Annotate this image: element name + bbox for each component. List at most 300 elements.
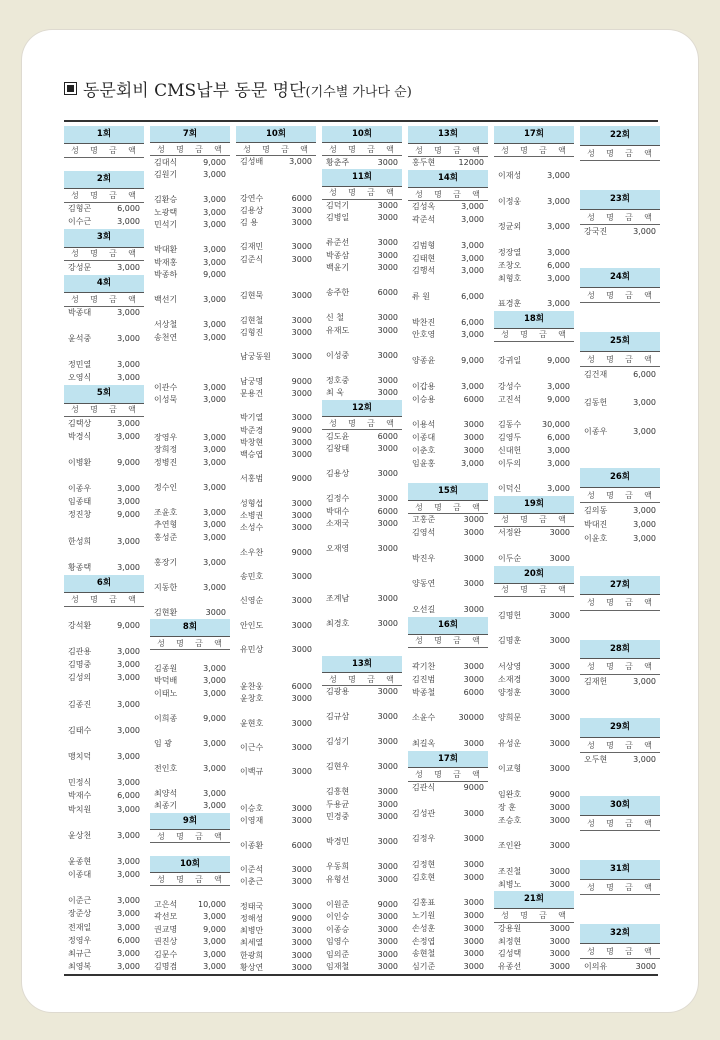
member-row: [408, 948, 488, 961]
class-header: 25회: [580, 332, 660, 352]
member-row: [322, 861, 402, 873]
member-name: [152, 569, 192, 581]
member-row: [150, 332, 230, 344]
subheader-label: 액: [472, 189, 481, 199]
subheader-label: 액: [558, 515, 567, 525]
subheader-label: 금: [625, 662, 634, 672]
member-amount: [536, 827, 572, 840]
subheader-label: 성: [329, 145, 338, 155]
subheader-label: 금: [109, 294, 118, 304]
member-amount: 6,000: [117, 791, 140, 801]
member-amount: 3000: [291, 205, 312, 215]
member-name: [238, 889, 278, 901]
member-row: [150, 469, 230, 481]
member-amount: 3000: [377, 200, 398, 210]
member-row: [64, 646, 144, 659]
member-row: [408, 304, 488, 317]
subheader-label: 성: [415, 636, 424, 646]
member-name: 이두의: [498, 458, 522, 468]
member-row: [236, 669, 316, 681]
subheader-label: 금: [367, 145, 376, 155]
member-name: [152, 750, 192, 762]
subheader-label: 명: [90, 405, 99, 415]
member-name: 소윤수: [412, 713, 436, 723]
member-amount: [278, 669, 314, 681]
member-name: 장 훈: [498, 802, 516, 812]
member-amount: [106, 607, 142, 620]
class-header: 13회: [408, 126, 488, 144]
member-amount: 3000: [377, 388, 398, 398]
member-amount: [106, 320, 142, 333]
member-name: 최경호: [326, 619, 350, 629]
member-amount: 3000: [549, 866, 570, 876]
member-name: 소성수: [240, 523, 264, 533]
member-amount: [192, 307, 228, 319]
member-row: [150, 307, 230, 319]
member-amount: [536, 234, 572, 247]
member-row: [494, 610, 574, 623]
member-row: [322, 761, 402, 773]
member-amount: [364, 824, 400, 836]
member-row: [236, 620, 316, 632]
member-row: [236, 571, 316, 583]
member-row: [150, 507, 230, 519]
member-row: [64, 346, 144, 359]
member-row: [236, 547, 316, 559]
member-name: 김건재: [584, 369, 608, 379]
member-row: [150, 750, 230, 762]
member-amount: [536, 209, 572, 222]
member-amount: 3000: [463, 834, 484, 844]
member-name: 김용상: [326, 469, 350, 479]
member-name: 백선기: [154, 295, 178, 305]
member-name: 이종우: [68, 484, 92, 494]
member-amount: 9000: [291, 474, 312, 484]
member-name: 김 용: [240, 217, 258, 227]
member-amount: [192, 750, 228, 762]
member-row: [580, 689, 660, 703]
member-name: [152, 232, 192, 244]
member-row: [580, 440, 660, 454]
member-name: [582, 240, 622, 254]
subheader-label: 명: [520, 515, 529, 525]
member-row: [64, 216, 144, 229]
subheader-label: 명: [434, 189, 443, 199]
member-row: [150, 911, 230, 923]
member-row: [322, 736, 402, 748]
member-row: [150, 357, 230, 369]
member-row: [494, 751, 574, 764]
member-row: [494, 936, 574, 949]
member-amount: 3000: [377, 444, 398, 453]
member-name: 맹치덕: [68, 752, 92, 762]
member-row: [580, 454, 660, 468]
member-name: 강귀일: [498, 356, 522, 366]
member-amount: [278, 266, 314, 278]
member-row: [494, 687, 574, 700]
member-row: [236, 889, 316, 901]
member-name: 박준경: [240, 425, 264, 435]
member-amount: 3000: [291, 938, 312, 948]
subheader-label: 성: [243, 144, 252, 154]
member-row: [580, 411, 660, 425]
member-amount: [192, 369, 228, 381]
member-amount: 6,000: [633, 369, 656, 379]
member-amount: 3000: [377, 799, 398, 809]
member-name: 박창현: [240, 437, 264, 447]
member-amount: [622, 768, 658, 782]
column-subheader: [494, 514, 574, 527]
member-row: [580, 176, 660, 190]
member-name: 이의유: [584, 961, 608, 971]
member-amount: 3,000: [547, 381, 570, 391]
subheader-label: 금: [539, 330, 548, 340]
member-row: [494, 527, 574, 540]
member-amount: 3000: [377, 962, 398, 972]
member-row: [150, 369, 230, 381]
subheader-label: 명: [520, 910, 529, 920]
class-header: 1회: [64, 126, 144, 144]
member-amount: 3,000: [461, 381, 484, 391]
member-row: [150, 544, 230, 556]
member-row: [322, 481, 402, 493]
column-subheader: [580, 211, 660, 225]
member-row: [150, 594, 230, 606]
member-name: [582, 611, 622, 625]
member-amount: 3,000: [461, 266, 484, 276]
member-row: [64, 444, 144, 457]
member-name: [238, 339, 278, 351]
member-name: 우동희: [326, 862, 350, 872]
member-amount: [450, 699, 486, 712]
member-row: [494, 470, 574, 483]
member-amount: 3,000: [203, 507, 226, 517]
member-name: 유성운: [498, 738, 522, 748]
member-name: [582, 440, 622, 454]
subheader-label: 액: [644, 598, 653, 608]
member-name: 이갑용: [412, 381, 436, 391]
member-row: [150, 961, 230, 973]
member-amount: 3000: [463, 553, 484, 563]
member-amount: [278, 363, 314, 375]
member-name: 이태노: [154, 688, 178, 698]
member-row: [580, 304, 660, 318]
member-name: 박대진: [584, 519, 608, 529]
member-name: 김성의: [68, 673, 92, 683]
subheader-label: 명: [90, 145, 99, 155]
member-name: 김택상: [68, 418, 92, 428]
subheader-label: 액: [644, 148, 653, 158]
member-name: 조승호: [498, 815, 522, 825]
member-name: 이수근: [68, 217, 92, 227]
member-row: [408, 329, 488, 342]
member-name: [496, 470, 536, 483]
member-row: [150, 675, 230, 687]
member-row: [236, 205, 316, 217]
member-name: 김태수: [68, 725, 92, 735]
member-amount: 9,000: [547, 394, 570, 404]
column-subheader: [236, 144, 316, 156]
member-row: [64, 882, 144, 895]
member-amount: 3,000: [117, 725, 140, 735]
member-name: 김성배: [240, 156, 264, 166]
member-row: [236, 864, 316, 876]
member-row: [494, 483, 574, 496]
member-name: 홍성준: [154, 532, 178, 542]
class-header: 10회: [236, 126, 316, 143]
member-amount: [192, 725, 228, 737]
class-header: 10회: [322, 126, 402, 143]
member-row: [408, 540, 488, 553]
member-row: [322, 568, 402, 580]
member-amount: [106, 817, 142, 830]
member-row: [150, 713, 230, 725]
member-row: [494, 355, 574, 368]
member-row: [64, 790, 144, 803]
class-header: 14회: [408, 170, 488, 188]
member-amount: [278, 754, 314, 766]
member-amount: 6000: [377, 506, 398, 516]
subheader-label: 금: [109, 405, 118, 415]
member-amount: [536, 342, 572, 355]
class-header: 11회: [322, 169, 402, 186]
member-name: [582, 561, 622, 575]
member-name: [238, 730, 278, 742]
member-amount: 3,000: [117, 217, 140, 227]
member-row: [150, 419, 230, 431]
member-row: [64, 725, 144, 738]
member-name: [152, 494, 192, 506]
member-row: [408, 291, 488, 304]
member-name: 이영재: [240, 816, 264, 826]
member-row: [236, 583, 316, 595]
member-row: [64, 431, 144, 444]
subheader-label: 명: [606, 598, 615, 608]
member-name: 황춘주: [326, 157, 350, 167]
member-row: [150, 700, 230, 712]
member-name: [66, 470, 106, 483]
member-row: [236, 937, 316, 949]
member-name: 김대식: [154, 157, 178, 167]
member-name: [410, 795, 450, 808]
subheader-label: 성: [587, 598, 596, 608]
subheader-label: 명: [176, 145, 185, 155]
member-name: 강국진: [584, 227, 608, 237]
member-name: 이춘호: [412, 445, 436, 455]
member-amount: [364, 749, 400, 761]
member-row: [408, 419, 488, 432]
member-name: 이교형: [498, 764, 522, 774]
subheader-label: 금: [625, 819, 634, 829]
member-name: 김의동: [584, 505, 608, 515]
subheader-label: 성: [587, 740, 596, 750]
member-amount: [536, 157, 572, 170]
class-header: 18회: [494, 311, 574, 329]
member-name: 김행석: [412, 266, 436, 276]
member-row: [236, 608, 316, 620]
member-name: 양종윤: [412, 356, 436, 366]
member-amount: 3000: [377, 737, 398, 747]
member-amount: 3,000: [117, 262, 140, 272]
member-amount: 3,000: [203, 912, 226, 922]
member-row: [322, 874, 402, 886]
class-header: 23회: [580, 190, 660, 210]
member-amount: [192, 357, 228, 369]
member-name: [496, 725, 536, 738]
member-name: [324, 886, 364, 898]
member-amount: 3000: [463, 962, 484, 972]
member-amount: [450, 795, 486, 808]
member-row: [236, 766, 316, 778]
member-amount: [192, 494, 228, 506]
member-amount: 3,000: [117, 922, 140, 932]
subheader-label: 액: [644, 740, 653, 750]
member-row: [236, 962, 316, 974]
member-name: 최형호: [498, 273, 522, 283]
member-amount: 3,000: [203, 738, 226, 748]
member-amount: 3000: [377, 469, 398, 479]
member-name: [324, 481, 364, 493]
subheader-label: 금: [625, 291, 634, 301]
member-name: [410, 540, 450, 553]
member-amount: 3000: [291, 620, 312, 630]
subheader-label: 성: [501, 330, 510, 340]
member-name: 홍장기: [154, 557, 178, 567]
subheader-label: 성: [501, 145, 510, 155]
member-row: [64, 830, 144, 843]
subheader-label: 액: [644, 819, 653, 829]
member-name: [152, 419, 192, 431]
subheader-label: 금: [109, 145, 118, 155]
member-row: [494, 712, 574, 725]
member-amount: 6,000: [547, 260, 570, 270]
member-name: 정병진: [154, 457, 178, 467]
member-amount: [622, 318, 658, 332]
member-row: [150, 949, 230, 961]
member-name: 안인도: [240, 620, 264, 630]
member-row: [236, 779, 316, 791]
member-name: 백윤기: [326, 263, 350, 273]
member-row: [150, 650, 230, 662]
member-amount: 3,000: [117, 870, 140, 880]
member-amount: 3000: [377, 787, 398, 797]
member-amount: 3000: [377, 313, 398, 323]
member-name: [152, 886, 192, 898]
member-row: [408, 355, 488, 368]
member-row: [408, 591, 488, 604]
member-row: [236, 693, 316, 705]
member-amount: 3000: [377, 949, 398, 959]
member-row: [236, 901, 316, 913]
member-name: [66, 686, 106, 699]
member-amount: [278, 180, 314, 192]
member-name: [410, 278, 450, 291]
member-amount: 3000: [377, 157, 398, 167]
member-amount: 3,000: [117, 830, 140, 840]
subheader-label: 성: [587, 148, 596, 158]
member-row: [494, 789, 574, 802]
member-amount: 6000: [377, 431, 398, 441]
member-amount: [364, 300, 400, 312]
subheader-label: 금: [539, 910, 548, 920]
member-name: [582, 704, 622, 718]
member-amount: 3000: [377, 762, 398, 772]
column-subheader: [408, 769, 488, 782]
member-row: [580, 547, 660, 561]
member-row: [236, 473, 316, 485]
member-amount: 3000: [377, 519, 398, 529]
subheader-label: 액: [472, 770, 481, 780]
member-name: 신 철: [326, 313, 344, 323]
member-amount: [622, 689, 658, 703]
member-amount: 9000: [291, 913, 312, 923]
member-name: 김현우: [326, 762, 350, 772]
member-amount: 3,000: [547, 273, 570, 283]
member-amount: [278, 559, 314, 571]
member-name: 윤찬웅: [240, 681, 264, 691]
member-row: [580, 382, 660, 396]
member-name: 곽기찬: [412, 662, 436, 671]
member-name: 고은석: [154, 899, 178, 909]
member-amount: 3000: [377, 937, 398, 947]
member-name: [324, 362, 364, 374]
column-subheader: [580, 289, 660, 303]
member-name: 고진석: [498, 394, 522, 404]
member-amount: 3000: [549, 764, 570, 774]
member-row: [322, 250, 402, 262]
member-name: [66, 633, 106, 646]
member-row: [236, 156, 316, 168]
member-name: 김동헌: [584, 398, 608, 408]
subheader-label: 명: [606, 355, 615, 365]
member-amount: 3,000: [633, 505, 656, 515]
member-amount: [278, 852, 314, 864]
member-row: [580, 425, 660, 439]
column-subheader: [580, 489, 660, 503]
member-name: 오재영: [326, 544, 350, 554]
member-name: [410, 884, 450, 897]
column-subheader: [150, 874, 230, 886]
member-row: [408, 872, 488, 885]
member-amount: 3,000: [117, 699, 140, 709]
member-row: [322, 225, 402, 237]
member-amount: [192, 419, 228, 431]
member-row: [236, 461, 316, 473]
member-name: [238, 852, 278, 864]
member-row: [150, 432, 230, 444]
member-amount: 3000: [291, 926, 312, 936]
member-row: [408, 897, 488, 910]
member-name: 이재성: [498, 171, 522, 181]
member-row: [580, 896, 660, 910]
member-amount: [106, 686, 142, 699]
subheader-label: 명: [176, 831, 185, 841]
member-row: [580, 675, 660, 689]
member-row: [150, 257, 230, 269]
member-amount: [106, 470, 142, 483]
member-name: 노기원: [412, 910, 436, 920]
member-amount: 3000: [463, 872, 484, 882]
member-name: 전재일: [68, 922, 92, 932]
member-amount: 3000: [291, 718, 312, 728]
member-row: [64, 935, 144, 948]
member-amount: 3,000: [117, 497, 140, 507]
member-name: 김문수: [154, 949, 178, 959]
member-amount: [106, 882, 142, 895]
member-name: [324, 699, 364, 711]
member-amount: [106, 549, 142, 562]
member-name: [66, 817, 106, 830]
